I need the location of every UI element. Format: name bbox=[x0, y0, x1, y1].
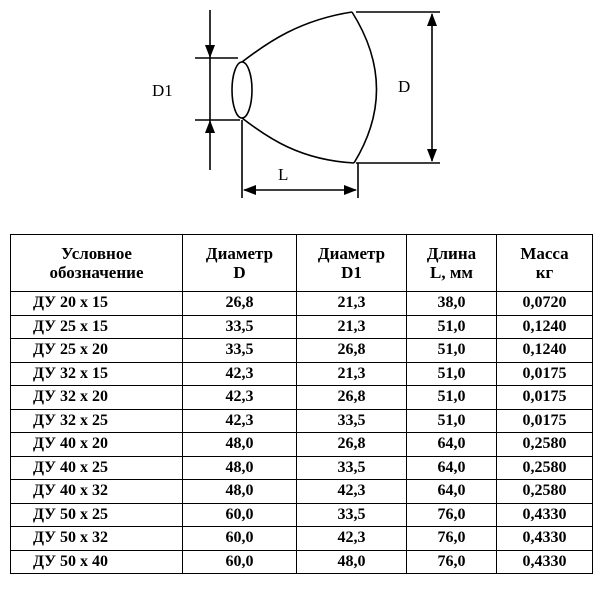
column-header-line1: Масса bbox=[520, 244, 569, 263]
table-cell: 42,3 bbox=[183, 409, 297, 433]
column-header-line1: Диаметр bbox=[205, 244, 274, 263]
l-arrow-right bbox=[344, 185, 357, 195]
table-cell: 51,0 bbox=[407, 386, 497, 410]
small-end-ellipse bbox=[232, 62, 252, 118]
table-cell: ДУ 25 х 20 bbox=[11, 339, 183, 363]
table-cell: 33,5 bbox=[297, 456, 407, 480]
table-cell: ДУ 50 х 25 bbox=[11, 503, 183, 527]
table-cell: 42,3 bbox=[183, 386, 297, 410]
table-cell: 26,8 bbox=[297, 386, 407, 410]
column-header-line2: D bbox=[233, 263, 246, 282]
table-cell: ДУ 32 х 15 bbox=[11, 362, 183, 386]
table-row bbox=[11, 409, 593, 433]
column-header-line2: обозначение bbox=[49, 263, 144, 282]
table-cell: 51,0 bbox=[407, 315, 497, 339]
table-cell: 21,3 bbox=[297, 315, 407, 339]
table-cell: 76,0 bbox=[407, 527, 497, 551]
reducer-body-bottom bbox=[242, 118, 354, 163]
table-cell: 51,0 bbox=[407, 409, 497, 433]
table-cell: 0,0175 bbox=[497, 362, 593, 386]
label-d1: D1 bbox=[152, 81, 173, 100]
table-row bbox=[11, 456, 593, 480]
table-cell: 0,0720 bbox=[497, 292, 593, 316]
table-cell: ДУ 20 х 15 bbox=[11, 292, 183, 316]
table-cell: ДУ 32 х 20 bbox=[11, 386, 183, 410]
table-cell: 33,5 bbox=[183, 315, 297, 339]
table-cell: ДУ 50 х 40 bbox=[11, 550, 183, 574]
table-cell: 0,4330 bbox=[497, 527, 593, 551]
column-header-line2: L, мм bbox=[430, 263, 473, 282]
table-cell: 0,4330 bbox=[497, 550, 593, 574]
table-row bbox=[11, 550, 593, 574]
table-cell: 60,0 bbox=[183, 550, 297, 574]
table-cell: 51,0 bbox=[407, 362, 497, 386]
table-cell: 76,0 bbox=[407, 503, 497, 527]
large-end-arc bbox=[352, 12, 377, 163]
table-cell: 76,0 bbox=[407, 550, 497, 574]
table-cell: 0,0175 bbox=[497, 409, 593, 433]
table-cell: 0,1240 bbox=[497, 315, 593, 339]
table-cell: 42,3 bbox=[297, 527, 407, 551]
table-cell: 21,3 bbox=[297, 362, 407, 386]
table-cell: 64,0 bbox=[407, 456, 497, 480]
table-row bbox=[11, 362, 593, 386]
table-row bbox=[11, 339, 593, 363]
table-cell: 0,4330 bbox=[497, 503, 593, 527]
column-header-line1: Длина bbox=[426, 244, 477, 263]
table-cell: 21,3 bbox=[297, 292, 407, 316]
table-cell: ДУ 40 х 20 bbox=[11, 433, 183, 457]
column-header bbox=[183, 235, 297, 292]
table-cell: 48,0 bbox=[183, 480, 297, 504]
column-header bbox=[497, 235, 593, 292]
table-cell: 42,3 bbox=[183, 362, 297, 386]
d-arrow-top bbox=[427, 13, 437, 26]
table-cell: 0,2580 bbox=[497, 433, 593, 457]
table-cell: 33,5 bbox=[183, 339, 297, 363]
table-cell: 0,2580 bbox=[497, 456, 593, 480]
table-cell: 64,0 bbox=[407, 480, 497, 504]
column-header bbox=[407, 235, 497, 292]
l-arrow-left bbox=[243, 185, 256, 195]
table-cell: 26,8 bbox=[297, 433, 407, 457]
table-cell: 48,0 bbox=[297, 550, 407, 574]
table-cell: ДУ 40 х 25 bbox=[11, 456, 183, 480]
spec-table bbox=[10, 234, 593, 574]
d1-arrow-top bbox=[205, 45, 215, 58]
table-body bbox=[11, 292, 593, 574]
reducer-body-top bbox=[242, 12, 352, 62]
column-header-line2: D1 bbox=[341, 263, 362, 282]
column-header-line2: кг bbox=[535, 263, 554, 282]
table-cell: 0,1240 bbox=[497, 339, 593, 363]
d1-arrow-bottom bbox=[205, 120, 215, 133]
table-cell: 42,3 bbox=[297, 480, 407, 504]
table-row bbox=[11, 527, 593, 551]
table-cell: 64,0 bbox=[407, 433, 497, 457]
table-row bbox=[11, 292, 593, 316]
table-row bbox=[11, 433, 593, 457]
table-row bbox=[11, 480, 593, 504]
label-l: L bbox=[278, 165, 289, 184]
reducer-drawing bbox=[0, 0, 600, 230]
table-cell: ДУ 25 х 15 bbox=[11, 315, 183, 339]
table-row bbox=[11, 503, 593, 527]
table-cell: 38,0 bbox=[407, 292, 497, 316]
table-cell: 60,0 bbox=[183, 503, 297, 527]
table-cell: 51,0 bbox=[407, 339, 497, 363]
table-row bbox=[11, 386, 593, 410]
label-d: D bbox=[398, 77, 411, 96]
table-cell: ДУ 32 х 25 bbox=[11, 409, 183, 433]
table-header-row bbox=[11, 235, 593, 292]
d-arrow-bottom bbox=[427, 149, 437, 162]
column-header-line1: Диаметр bbox=[317, 244, 386, 263]
table-row bbox=[11, 315, 593, 339]
table-cell: 48,0 bbox=[183, 433, 297, 457]
table-cell: 48,0 bbox=[183, 456, 297, 480]
column-header-line1: Условное bbox=[61, 244, 132, 263]
table-cell: 0,0175 bbox=[497, 386, 593, 410]
table-cell: 33,5 bbox=[297, 503, 407, 527]
table-cell: ДУ 50 х 32 bbox=[11, 527, 183, 551]
table-cell: 33,5 bbox=[297, 409, 407, 433]
table-cell: 26,8 bbox=[297, 339, 407, 363]
column-header bbox=[11, 235, 183, 292]
table-cell: 0,2580 bbox=[497, 480, 593, 504]
table-cell: 60,0 bbox=[183, 527, 297, 551]
table-cell: ДУ 40 х 32 bbox=[11, 480, 183, 504]
table-cell: 26,8 bbox=[183, 292, 297, 316]
column-header bbox=[297, 235, 407, 292]
